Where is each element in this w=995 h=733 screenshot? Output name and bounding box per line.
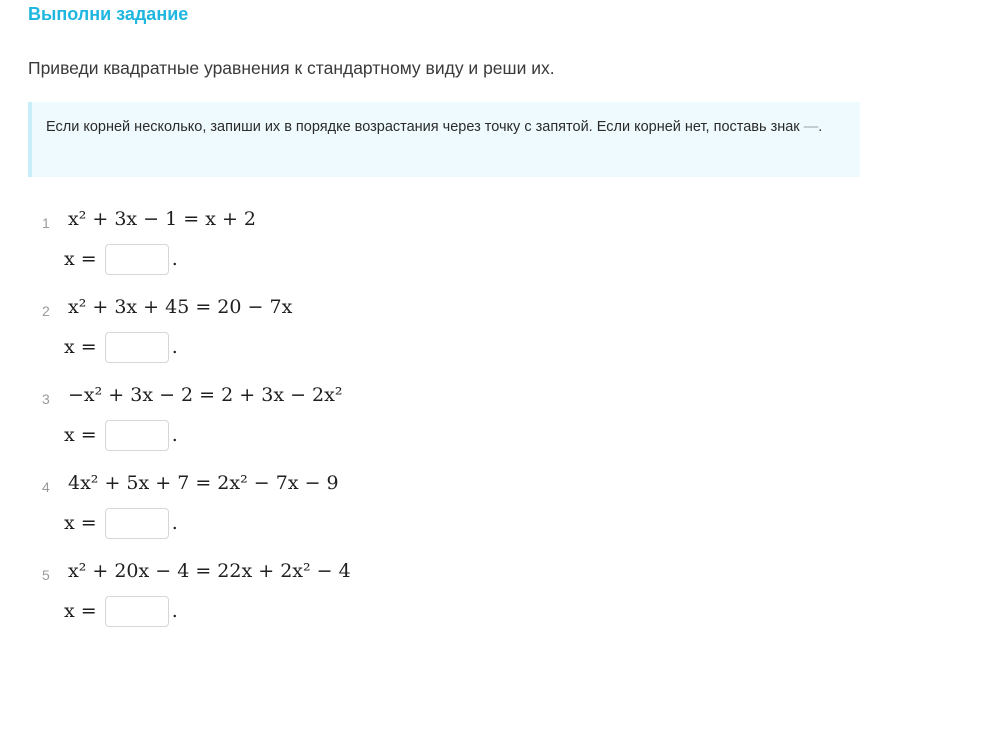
answer-row: [64, 242, 178, 276]
task-equation: x² + 3x + 45 = 20 − 7x: [68, 296, 293, 318]
answer-label: x =: [64, 600, 97, 622]
answer-label: x =: [64, 336, 97, 358]
task-item: [0, 296, 600, 376]
task-item: [0, 472, 600, 552]
answer-label: x =: [64, 248, 97, 270]
answer-label: x =: [64, 424, 97, 446]
answer-label: x =: [64, 512, 97, 534]
answer-row: [64, 418, 178, 452]
answer-input[interactable]: [105, 596, 169, 627]
task-number: 5: [42, 567, 50, 583]
answer-suffix: .: [171, 248, 178, 270]
hint-text: Если корней несколько, запиши их в порядке возрастания через точку с запятой. Если корней нет, поставь знак: [46, 119, 800, 135]
task-number: 2: [42, 303, 50, 319]
task-number: 4: [42, 479, 50, 495]
answer-row: [64, 594, 178, 628]
task-equation: 4x² + 5x + 7 = 2x² − 7x − 9: [68, 472, 339, 494]
answer-input[interactable]: [105, 332, 169, 363]
task-number: 1: [42, 215, 50, 231]
answer-suffix: .: [171, 336, 178, 358]
page-title: Выполни задание: [28, 4, 189, 24]
answer-input[interactable]: [105, 420, 169, 451]
answer-input[interactable]: [105, 244, 169, 275]
answer-row: [64, 330, 178, 364]
answer-input[interactable]: [105, 508, 169, 539]
task-equation: −x² + 3x − 2 = 2 + 3x − 2x²: [68, 384, 343, 406]
task-equation: x² + 3x − 1 = x + 2: [68, 208, 257, 230]
answer-suffix: .: [171, 600, 178, 622]
task-number: 3: [42, 391, 50, 407]
hint-box: [28, 102, 860, 177]
task-item: [0, 384, 600, 464]
hint-end: .: [818, 119, 823, 135]
task-equation: x² + 20x − 4 = 22x + 2x² − 4: [68, 560, 351, 582]
answer-suffix: .: [171, 424, 178, 446]
task-item: [0, 208, 600, 288]
hint-dash: —: [803, 119, 819, 135]
task-instruction: Приведи квадратные уравнения к стандартному виду и реши их.: [28, 58, 555, 78]
answer-row: [64, 506, 178, 540]
task-item: [0, 560, 600, 640]
answer-suffix: .: [171, 512, 178, 534]
